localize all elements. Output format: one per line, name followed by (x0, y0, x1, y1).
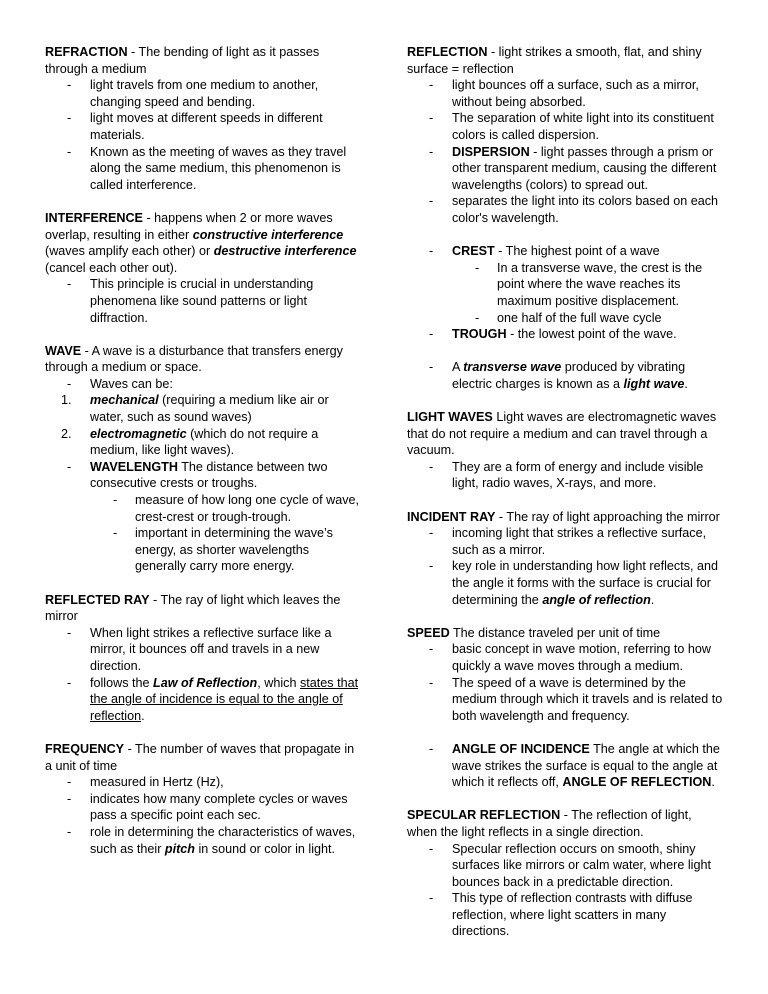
section-crest (407, 243, 725, 343)
bullet: - This type of reflection contrasts with diffuse reflection, where light scatters in many directions. (429, 891, 693, 939)
bullet: - follows the Law of Reflection, which states that the angle of incidence is equal to the angle of reflection. (67, 675, 359, 723)
bullet: - Waves can be: (67, 376, 173, 391)
section-interference (45, 210, 363, 326)
definition: SPECULAR REFLECTION - The reflection of light, when the light reflects in a single direction. (407, 808, 692, 839)
definition: INTERFERENCE - happens when 2 or more waves overlap, resulting in either constructive interference (waves amplify each other) or destructive interference (cancel each other out). (45, 210, 357, 275)
bullet: - DISPERSION - light passes through a prism or other transparent medium, causing the different wavelengths (colors) to spread out. (429, 144, 717, 192)
section-frequency (45, 741, 363, 857)
bullet: - This principle is crucial in understanding phenomena like sound patterns or light diffraction. (67, 277, 314, 325)
bullet: - key role in understanding how light reflects, and the angle it forms with the surface is crucial for determining the angle of reflection. (429, 559, 719, 607)
bullet: - light moves at different speeds in different materials. (67, 111, 323, 142)
bullet: - Specular reflection occurs on smooth, shiny surfaces like mirrors or calm water, where light bounces back in a predictable direction. (429, 841, 711, 889)
bullet: - The speed of a wave is determined by the medium through which it travels and is related to both wavelength and frequency. (429, 675, 723, 723)
right-column (407, 44, 725, 957)
definition: REFRACTION - The bending of light as it passes through a medium (45, 45, 320, 76)
sub-bullet: - important in determining the wave’s energy, as shorter wavelengths generally carry more energy. (113, 526, 333, 574)
definition: SPEED The distance traveled per unit of time (407, 625, 661, 640)
definition: FREQUENCY - The number of waves that propagate in a unit of time (45, 741, 355, 773)
bullet: - TROUGH - the lowest point of the wave. (429, 327, 677, 342)
numbered-item: 1. mechanical (requiring a medium like air or water, such as sound waves) (61, 393, 329, 425)
bullet: - light bounces off a surface, such as a mirror, without being absorbed. (429, 78, 699, 109)
section-incident-ray (407, 509, 725, 609)
bullet: - A transverse wave produced by vibrating electric charges is known as a light wave. (429, 360, 688, 391)
definition: REFLECTED RAY - The ray of light which leaves the mirror (45, 592, 341, 624)
sub-bullet: - In a transverse wave, the crest is the point where the wave reaches its maximum positive displacement. (475, 260, 703, 308)
section-angle-of-incidence (407, 741, 725, 791)
definition: REFLECTION - light strikes a smooth, flat, and shiny surface = reflection (407, 45, 702, 76)
definition: INCIDENT RAY - The ray of light approaching the mirror (407, 509, 720, 524)
sub-bullet: - one half of the full wave cycle (475, 310, 662, 325)
section-wave (45, 343, 363, 575)
bullet: - indicates how many complete cycles or waves pass a specific point each sec. (67, 791, 348, 823)
bullet: - The separation of white light into its constituent colors is called dispersion. (429, 111, 714, 142)
left-column (45, 44, 363, 874)
bullet: - role in determining the characteristics of waves, such as their pitch in sound or color in light. (67, 824, 356, 856)
section-reflected-ray (45, 592, 363, 725)
bullet: - CREST - The highest point of a wave (429, 244, 660, 259)
bullet: - WAVELENGTH The distance between two consecutive crests or troughs. (67, 459, 328, 491)
bullet: - incoming light that strikes a reflective surface, such as a mirror. (429, 526, 707, 557)
section-reflection (407, 44, 725, 227)
term: REFRACTION (45, 45, 128, 59)
bullet: - light travels from one medium to another, changing speed and bending. (67, 78, 319, 109)
section-specular-reflection (407, 807, 725, 940)
sub-bullet: - measure of how long one cycle of wave, crest-crest or trough-trough. (113, 493, 360, 524)
bullet: - measured in Hertz (Hz), (67, 775, 224, 790)
section-transverse-wave (407, 359, 725, 392)
definition: WAVE - A wave is a disturbance that transfers energy through a medium or space. (45, 343, 343, 375)
numbered-item: 2. electromagnetic (which do not require a medium, like light waves). (61, 426, 319, 458)
bullet: - They are a form of energy and include visible light, radio waves, X-rays, and more. (429, 459, 704, 491)
definition: LIGHT WAVES Light waves are electromagnetic waves that do not require a medium and can travel through a vacuum. (407, 410, 717, 458)
section-light-waves (407, 409, 725, 492)
section-speed (407, 625, 725, 725)
section-refraction (45, 44, 363, 193)
bullet: - separates the light into its colors based on each color's wavelength. (429, 194, 719, 225)
bullet: - When light strikes a reflective surface like a mirror, it bounces off and travels in a new direction. (67, 625, 332, 673)
bullet: - Known as the meeting of waves as they travel along the same medium, this phenomenon is called interference. (67, 144, 347, 192)
bullet: - ANGLE OF INCIDENCE The angle at which the wave strikes the surface is equal to the angle at which it reflects off, ANGLE OF REFLECTION. (429, 741, 720, 790)
bullet: - basic concept in wave motion, referring to how quickly a wave moves through a medium. (429, 642, 712, 673)
